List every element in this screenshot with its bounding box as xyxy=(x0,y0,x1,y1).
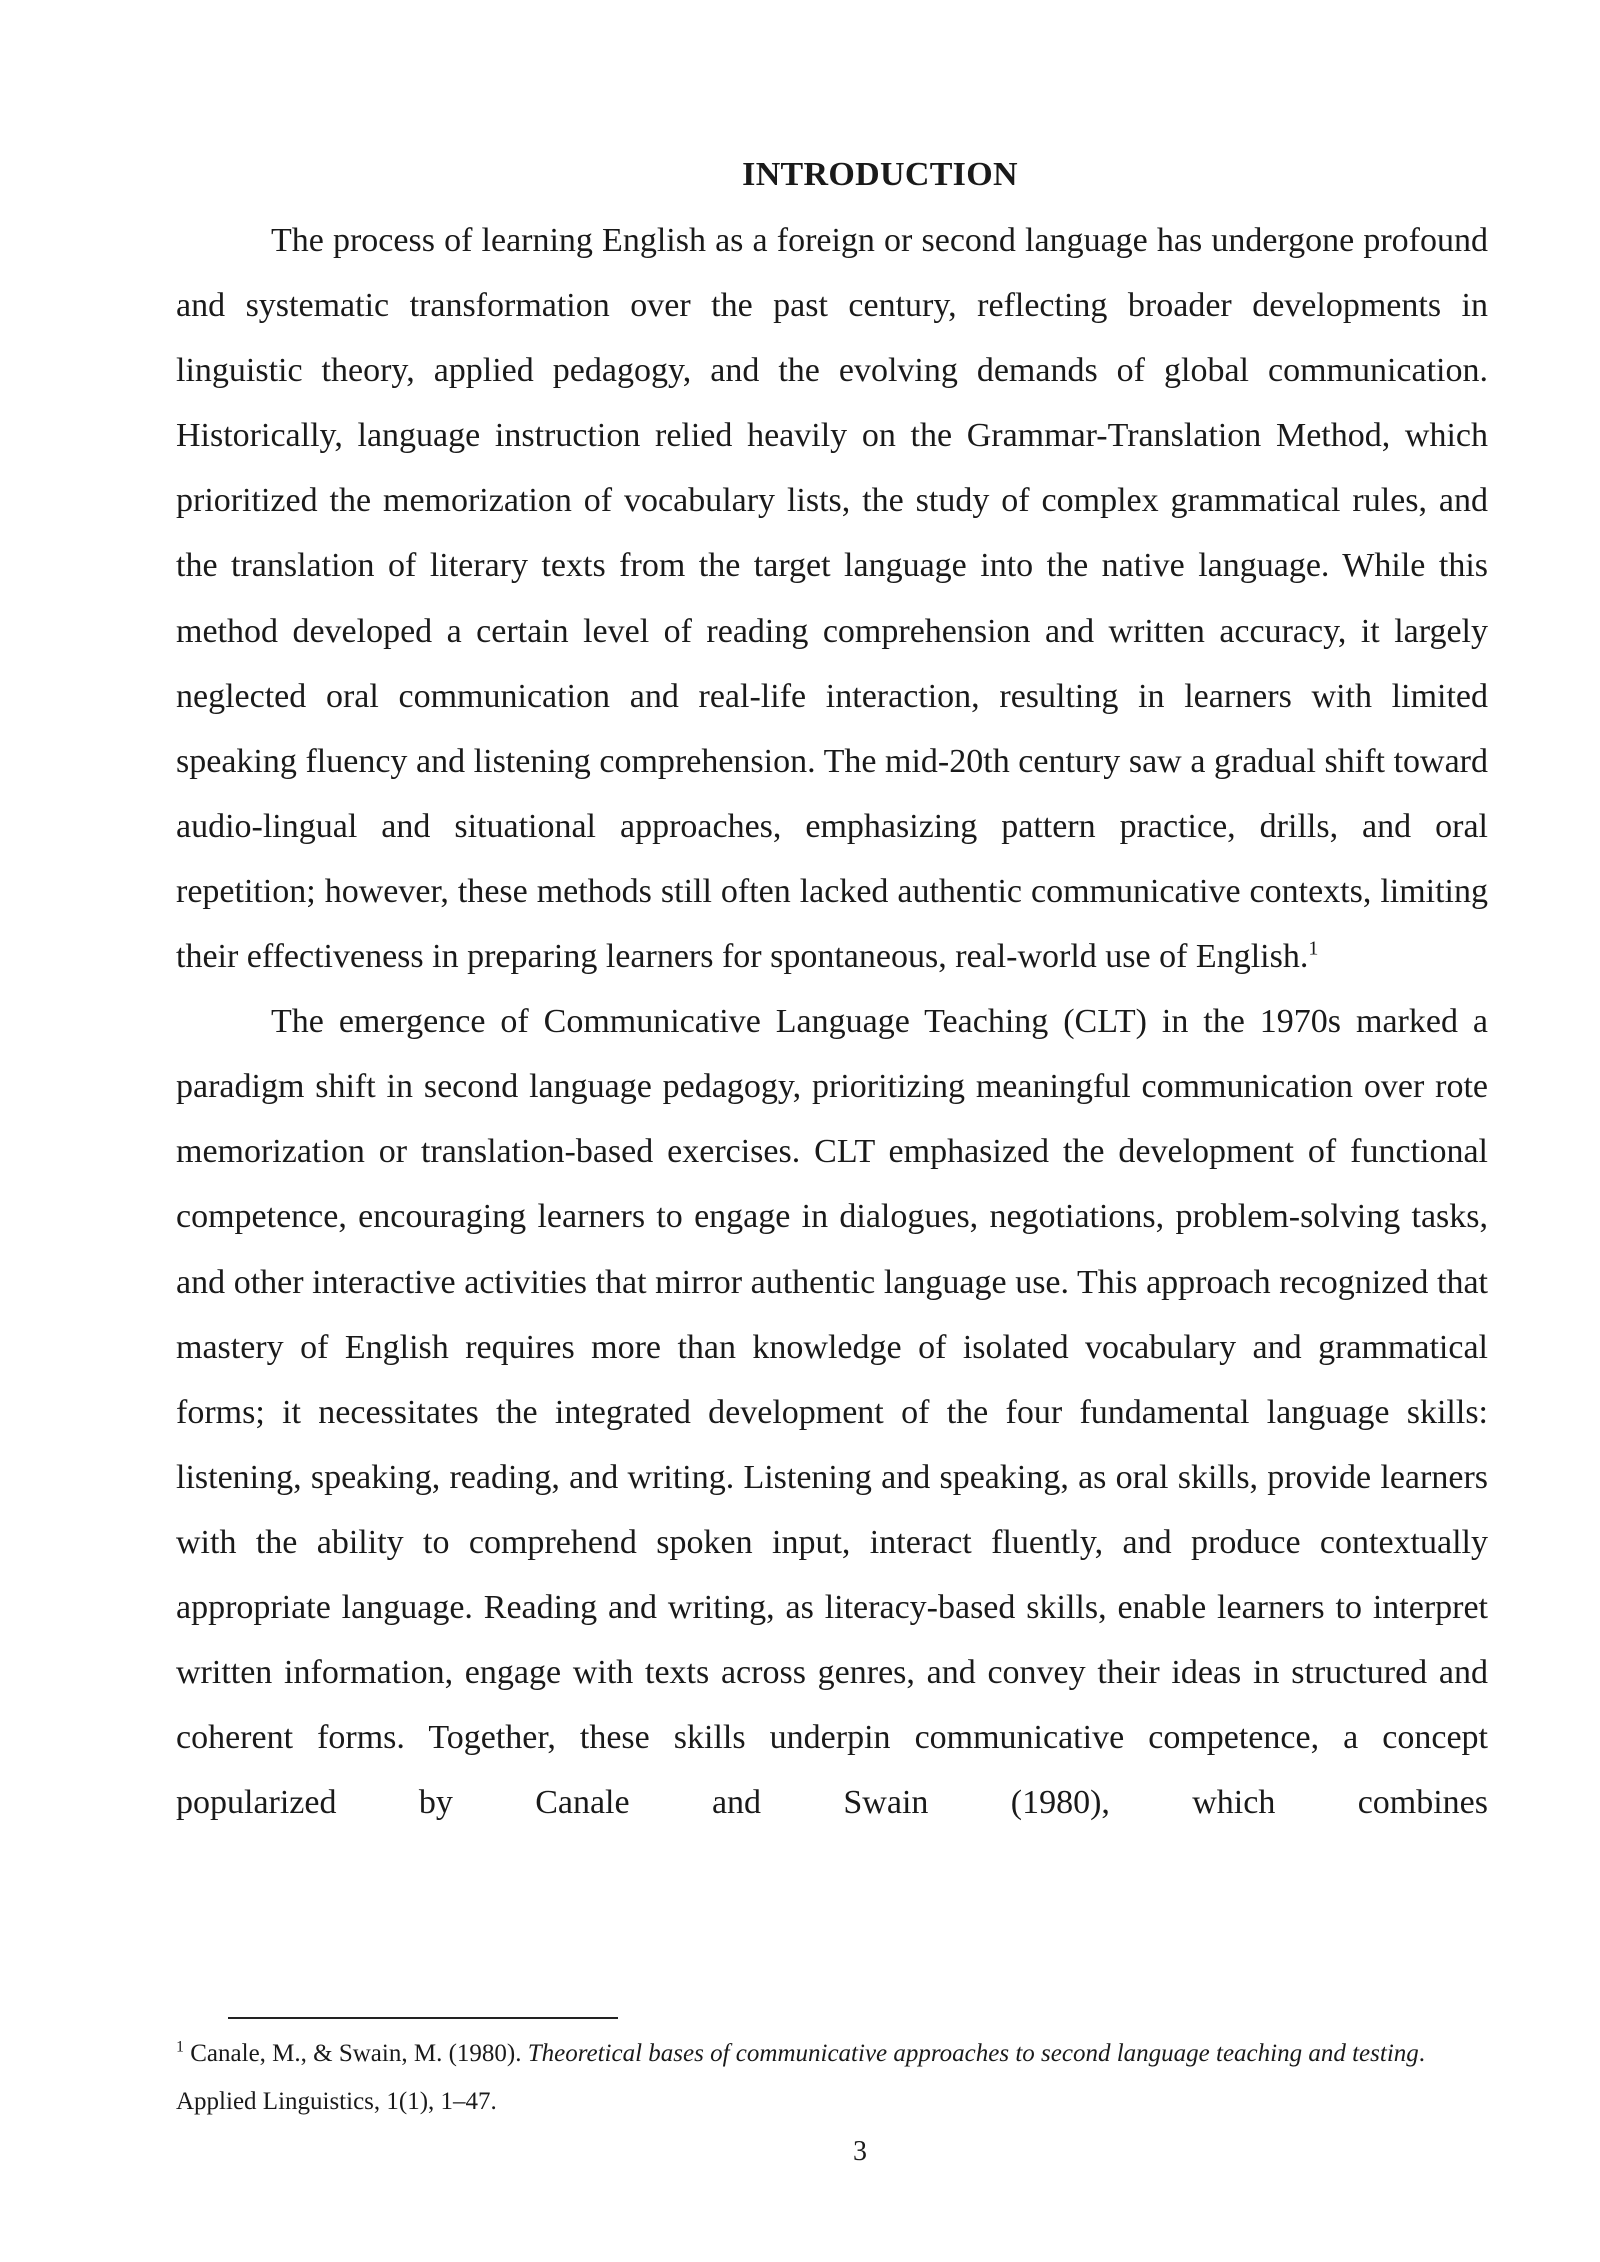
paragraph xyxy=(176,208,1488,989)
footnote-separator xyxy=(228,2017,618,2019)
footnote-source: . Applied Linguistics, 1(1), 1–47. xyxy=(176,2040,1426,2115)
paragraph xyxy=(176,989,1488,1835)
body-text xyxy=(176,208,1488,1835)
footnote-reference[interactable]: 1 xyxy=(1308,937,1319,960)
paragraph-text: The emergence of Communicative Language Teaching (CLT) in the 1970s marked a paradigm shift in second language pedagogy, prioritizing meaningful communication over rote memorization or translation-based exercises. CLT emphasized the development of functional competence, encouraging learners to engage in dialogues, negotiations, problem-solving tasks, and other interactive activities that mirror authentic language use. This approach recognized that mastery of English requires more than knowledge of isolated vocabulary and grammatical forms; it necessitates the integrated development of the four fundamental language skills: listening, speaking, reading, and writing. Listening and speaking, as oral skills, provide learners with the ability to comprehend spoken input, interact fluently, and produce contextually appropriate language. Reading and writing, as literacy-based skills, enable learners to interpret written information, engage with texts across genres, and convey their ideas in structured and coherent forms. Together, these skills underpin communicative competence, a concept popularized by Canale and Swain (1980), which combines xyxy=(176,1003,1488,1822)
footnote-number: 1 xyxy=(176,2038,184,2056)
section-heading: INTRODUCTION xyxy=(742,156,1018,193)
footnote-authors: Canale, M., & Swain, M. (1980). xyxy=(190,2040,522,2067)
footnote xyxy=(176,2030,1488,2126)
footnote-title: Theoretical bases of communicative approaches to second language teaching and testing xyxy=(527,2040,1419,2067)
page-number: 3 xyxy=(853,2136,867,2167)
paragraph-text: The process of learning English as a foreign or second language has undergone profound and systematic transformation over the past century, reflecting broader developments in linguistic theory, applied pedagogy, and the evolving demands of global communication. Historically, language instruction relied heavily on the Grammar-Translation Method, which prioritized the memorization of vocabulary lists, the study of complex grammatical rules, and the translation of literary texts from the target language into the native language. While this method developed a certain level of reading comprehension and written accuracy, it largely neglected oral communication and real-life interaction, resulting in learners with limited speaking fluency and listening comprehension. The mid-20th century saw a gradual shift toward audio-lingual and situational approaches, emphasizing pattern practice, drills, and oral repetition; however, these methods still often lacked authentic communicative contexts, limiting their effectiveness in preparing learners for spontaneous, real-world use of English. xyxy=(176,222,1488,976)
